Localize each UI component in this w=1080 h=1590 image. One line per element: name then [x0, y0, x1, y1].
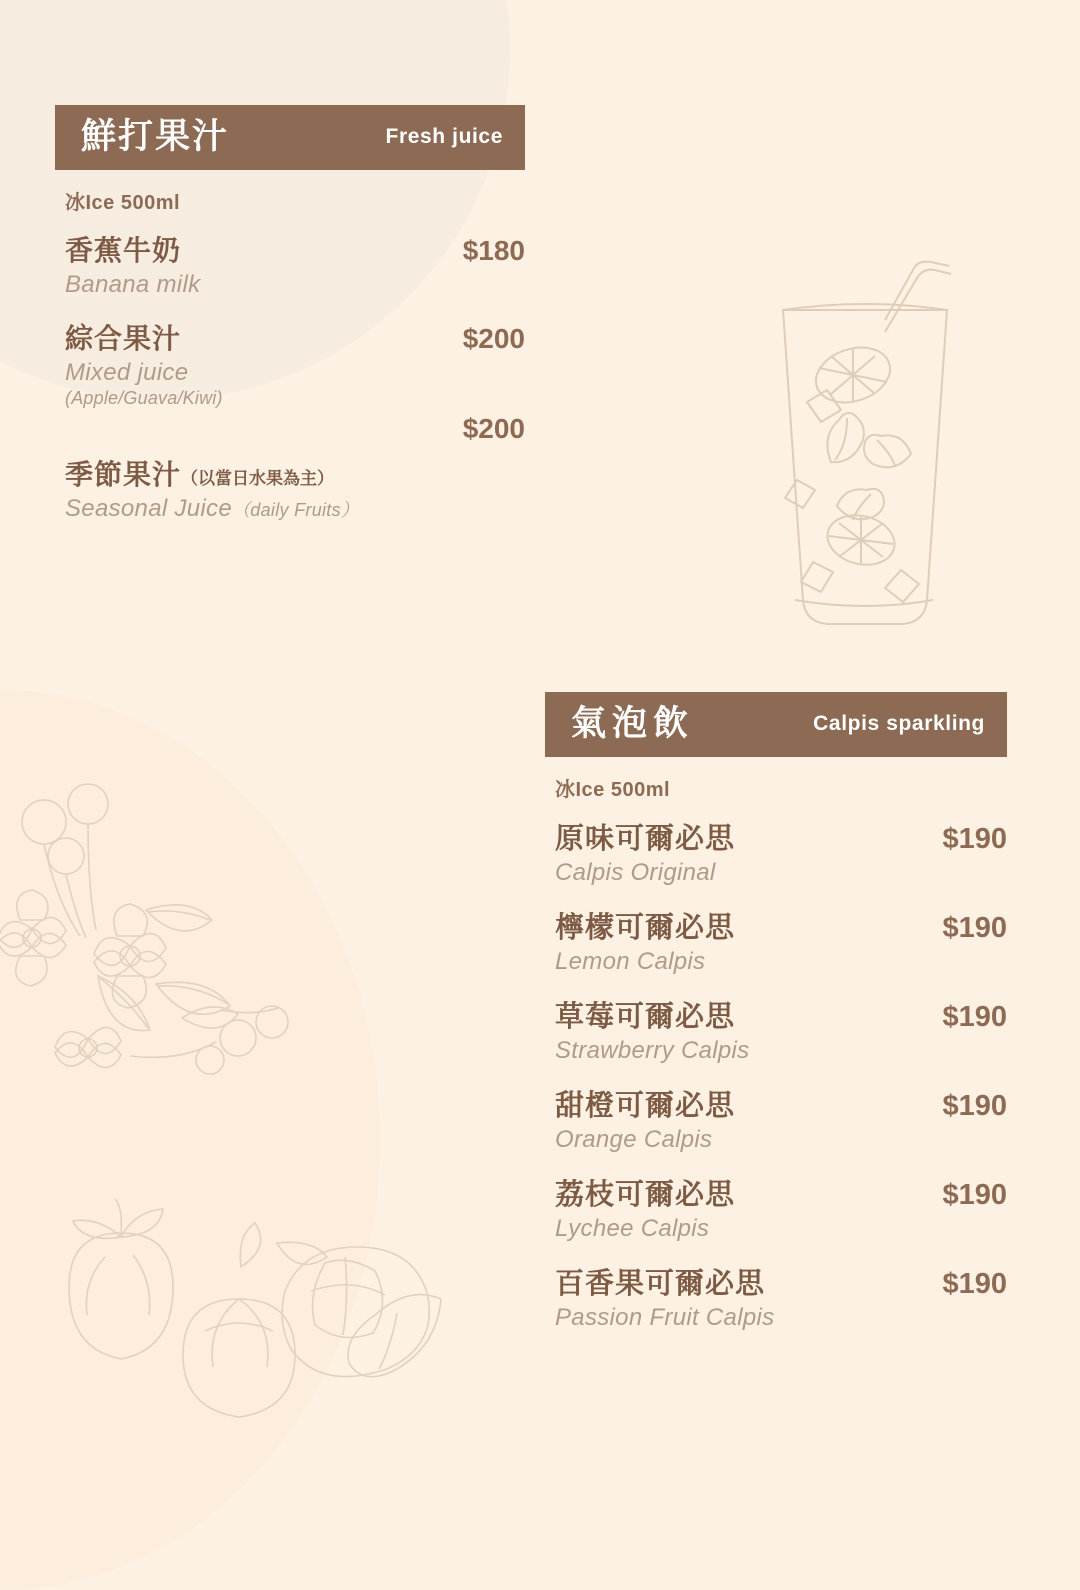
item-name-en: Mixed juice — [65, 359, 189, 386]
item-name-zh: 甜橙可爾必思 — [555, 1090, 736, 1122]
menu-item — [555, 1172, 1007, 1243]
subnote-zh: 冰Ice — [65, 192, 115, 214]
item-name-zh-note: （以當日水果為主） — [181, 469, 335, 488]
item-name-en: Strawberry Calpis — [555, 1037, 750, 1064]
item-price: $180 — [462, 235, 525, 266]
item-name-en: Passion Fruit Calpis — [555, 1304, 775, 1331]
item-name-en: Banana milk — [65, 271, 201, 298]
section-calpis-sparkling — [545, 692, 1007, 1350]
menu-item — [555, 1261, 1007, 1332]
subnote-size: 500ml — [120, 192, 181, 214]
section-title-en: Fresh juice — [385, 125, 503, 148]
item-name-zh: 百香果可爾必思 — [555, 1268, 766, 1300]
menu-item — [65, 317, 525, 409]
item-name-en: Lychee Calpis — [555, 1215, 710, 1242]
section-title-zh: 鮮打果汁 — [81, 117, 230, 156]
item-name-zh: 檸檬可爾必思 — [555, 912, 736, 944]
menu-item — [555, 994, 1007, 1065]
item-price: $190 — [942, 912, 1007, 944]
item-price: $200 — [462, 323, 525, 354]
item-name-en-main: Seasonal Juice — [65, 495, 232, 522]
item-note-en: (Apple/Guava/Kiwi) — [65, 388, 223, 408]
item-name-en: Orange Calpis — [555, 1126, 713, 1153]
menu-items-fresh-juice — [55, 229, 525, 523]
item-price: $190 — [942, 1179, 1007, 1211]
item-name-zh: 香蕉牛奶 — [65, 235, 182, 266]
item-price: $190 — [942, 1001, 1007, 1033]
item-price: $190 — [942, 823, 1007, 855]
section-header-calpis-sparkling — [545, 692, 1007, 757]
item-name-en — [65, 495, 525, 523]
subnote-zh: 冰Ice — [555, 779, 605, 801]
item-price: $200 — [462, 413, 525, 444]
menu-item — [65, 229, 525, 299]
iced-drink-glass-illustration — [735, 240, 995, 645]
section-subnote-fresh-juice — [65, 186, 525, 215]
item-name-zh: 草莓可爾必思 — [555, 1001, 736, 1033]
menu-item — [555, 1083, 1007, 1154]
item-name-en: Calpis Original — [555, 859, 716, 886]
section-title-en: Calpis sparkling — [813, 712, 985, 735]
background-blob-bottom — [0, 690, 380, 1590]
item-price: $190 — [942, 1268, 1007, 1300]
item-name-zh: 原味可爾必思 — [555, 823, 736, 855]
item-name-zh: 綜合果汁 — [65, 323, 182, 354]
section-title-zh: 氣泡飲 — [571, 704, 695, 743]
item-name-zh-main: 季節果汁 — [65, 459, 182, 490]
menu-item — [555, 905, 1007, 976]
item-name-en-note: （daily Fruits） — [231, 500, 360, 520]
section-subnote-calpis-sparkling — [555, 773, 1007, 802]
section-header-fresh-juice — [55, 105, 525, 170]
item-name-en: Lemon Calpis — [555, 948, 706, 975]
section-fresh-juice — [55, 105, 525, 541]
subnote-size: 500ml — [610, 779, 671, 801]
item-price: $190 — [942, 1090, 1007, 1122]
item-name-zh: 荔枝可爾必思 — [555, 1179, 736, 1211]
menu-item — [555, 816, 1007, 887]
menu-item — [65, 413, 525, 523]
item-name-zh — [65, 453, 334, 493]
menu-items-calpis-sparkling — [545, 816, 1007, 1332]
